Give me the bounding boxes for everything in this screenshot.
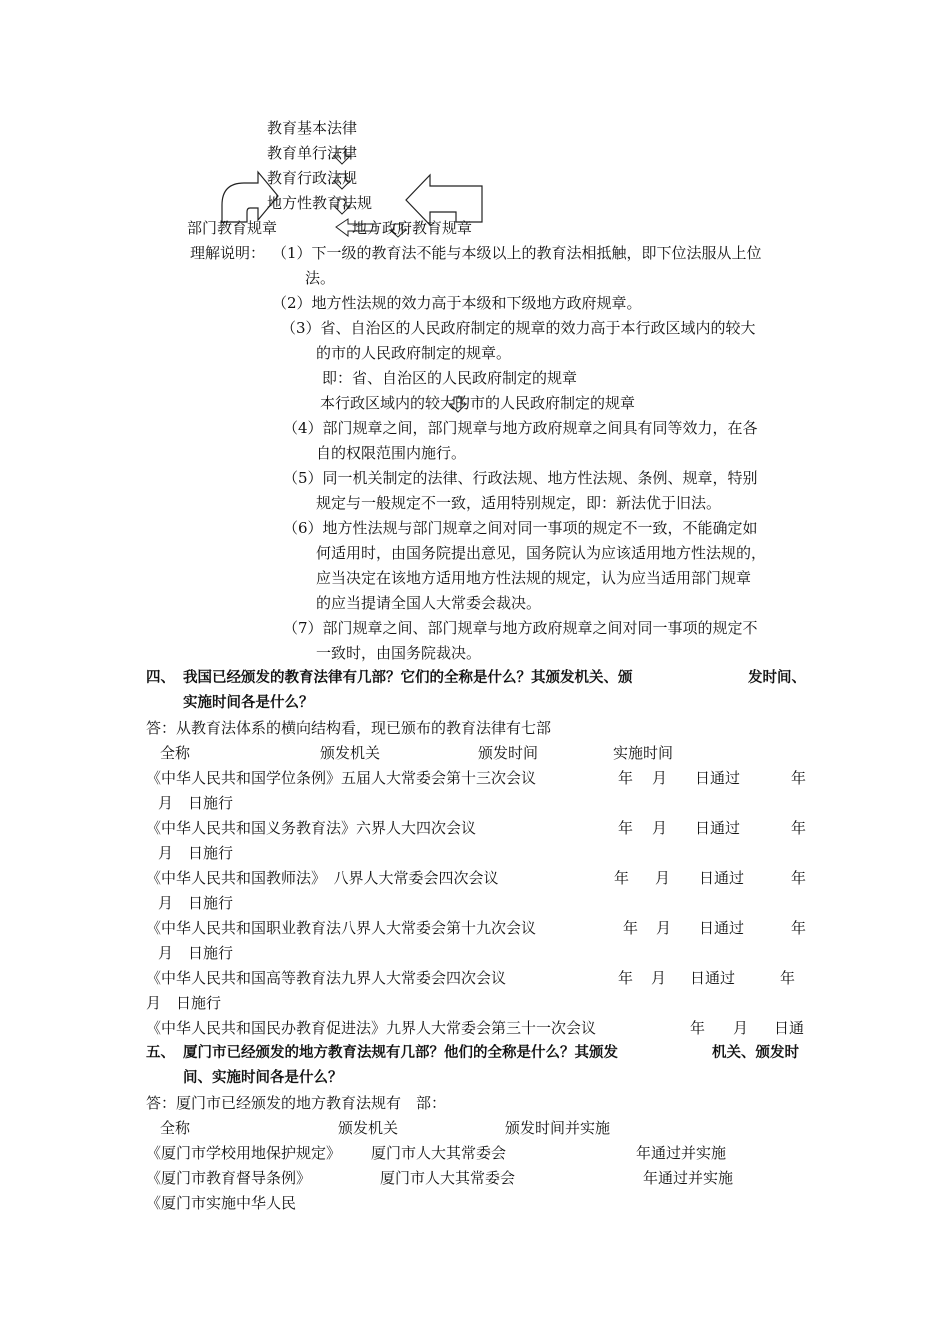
explain-p3b: 的市的人民政府制定的规章。 xyxy=(316,344,512,362)
q4-row-cont: 月 日施行 xyxy=(158,894,234,912)
hierarchy-level-4: 地方性教育法规 xyxy=(267,194,373,212)
q4-header-name: 全称 xyxy=(160,744,191,762)
q5-line2: 间、实施时间各是什么？ xyxy=(183,1070,343,1086)
q5-row-time: 年通过并实施 xyxy=(636,1144,727,1162)
q4-row-cont: 月 日施行 xyxy=(158,844,234,862)
q4-row-month: 月 xyxy=(652,819,668,837)
q4-row-year2: 年 xyxy=(791,869,807,887)
explain-p6b: 何适用时，由国务院提出意见，国务院认为应该适用地方性法规的， xyxy=(316,544,767,562)
q4-row-year: 年 xyxy=(618,819,634,837)
hierarchy-left: 部门教育规章 xyxy=(187,219,278,237)
explain-lead: 理解说明： xyxy=(190,244,266,262)
q4-row-year: 年 xyxy=(614,869,630,887)
q5-line1b: 机关、颁发时 xyxy=(712,1045,799,1061)
q5-header-org: 颁发机关 xyxy=(338,1119,399,1137)
q4-row-year: 年 xyxy=(618,769,634,787)
explain-p5a: （5）同一机关制定的法律、行政法规、地方性法规、条例、规章，特别 xyxy=(283,469,758,487)
q4-row-cont: 月 日施行 xyxy=(158,944,234,962)
q4-row-name: 《中华人民共和国职业教育法八界人大常委会第十九次会议 xyxy=(146,919,537,937)
q4-header-effective: 实施时间 xyxy=(613,744,674,762)
q5-line1: 厦门市已经颁发的地方教育法规有几部？他们的全称是什么？其颁发 xyxy=(183,1045,618,1061)
hierarchy-level-1: 教育基本法律 xyxy=(267,119,358,137)
q4-line2: 实施时间各是什么？ xyxy=(183,695,314,711)
q4-row-cont: 月 日施行 xyxy=(158,794,234,812)
q5-row-org: 厦门市人大其常委会 xyxy=(380,1169,516,1187)
explain-p7a: （7）部门规章之间、部门规章与地方政府规章之间对同一事项的规定不 xyxy=(283,619,758,637)
explain-p6c: 应当决定在该地方适用地方性法规的规定，认为应当适用部门规章 xyxy=(316,569,752,587)
explain-p6a: （6）地方性法规与部门规章之间对同一事项的规定不一致，不能确定如 xyxy=(283,519,758,537)
q4-row-year2: 年 xyxy=(791,769,807,787)
q5-row-name: 《厦门市教育督导条例》 xyxy=(146,1169,312,1187)
explain-p3a: （3）省、自治区的人民政府制定的规章的效力高于本行政区域内的较大 xyxy=(281,319,756,337)
q5-answer: 答：厦门市已经颁发的地方教育法规有 部： xyxy=(146,1094,447,1112)
explain-p6d: 的应当提请全国人大常委会裁决。 xyxy=(316,594,542,612)
q5-row-name: 《厦门市学校用地保护规定》 xyxy=(146,1144,342,1162)
q4-row-day: 日通过 xyxy=(699,919,745,937)
q4-row-month: 月 xyxy=(656,919,672,937)
q4-row-name: 《中华人民共和国学位条例》五届人大常委会第十三次会议 xyxy=(146,769,537,787)
q4-answer: 答：从教育法体系的横向结构看，现已颁布的教育法律有七部 xyxy=(146,719,552,737)
q4-row-name: 《中华人民共和国民办教育促进法》九界人大常委会第三十一次会议 xyxy=(146,1019,597,1037)
q4-row-month: 月 xyxy=(733,1019,749,1037)
explain-p7b: 一致时，由国务院裁决。 xyxy=(316,644,482,662)
explain-p4a: （4）部门规章之间，部门规章与地方政府规章之间具有同等效力，在各 xyxy=(283,419,758,437)
q4-row-month: 月 xyxy=(651,969,667,987)
q4-line1b: 发时间、 xyxy=(748,670,806,686)
q4-row-name: 《中华人民共和国义务教育法》六界人大四次会议 xyxy=(146,819,477,837)
q4-row-day: 日通过 xyxy=(690,969,736,987)
q5-row-org: 厦门市人大其常委会 xyxy=(371,1144,507,1162)
q4-row-name: 《中华人民共和国教师法》 八界人大常委会四次会议 xyxy=(146,869,499,887)
q5-row-time: 年通过并实施 xyxy=(643,1169,734,1187)
q4-header-org: 颁发机关 xyxy=(320,744,381,762)
hierarchy-level-3: 教育行政法规 xyxy=(267,169,358,187)
q4-row-name: 《中华人民共和国高等教育法九界人大常委会四次会议 xyxy=(146,969,507,987)
q4-row-year: 年 xyxy=(690,1019,706,1037)
q4-row-year2: 年 xyxy=(780,969,796,987)
q4-row-year2: 年 xyxy=(791,919,807,937)
q4-row-cont: 月 日施行 xyxy=(146,994,222,1012)
q4-row-day: 日通过 xyxy=(695,769,741,787)
q5-header-time: 颁发时间并实施 xyxy=(505,1119,611,1137)
q4-row-year: 年 xyxy=(623,919,639,937)
explain-p3d: 本行政区域内的较大的市的人民政府制定的规章 xyxy=(320,394,636,412)
q4-row-year: 年 xyxy=(618,969,634,987)
q4-row-day: 日通过 xyxy=(699,869,745,887)
q5-row-name: 《厦门市实施中华人民 xyxy=(146,1194,297,1212)
q4-row-year2: 年 xyxy=(791,819,807,837)
q4-number: 四、 xyxy=(146,670,175,686)
explain-p5b: 规定与一般规定不一致，适用特别规定，即：新法优于旧法。 xyxy=(316,494,722,512)
explain-p2: （2）地方性法规的效力高于本级和下级地方政府规章。 xyxy=(272,294,642,312)
q4-row-day: 日通 xyxy=(774,1019,805,1037)
hierarchy-right: 地方政府教育规章 xyxy=(352,219,473,237)
explain-p3c: 即：省、自治区的人民政府制定的规章 xyxy=(322,369,578,387)
q4-row-month: 月 xyxy=(652,769,668,787)
q4-row-day: 日通过 xyxy=(695,819,741,837)
q5-header-name: 全称 xyxy=(160,1119,191,1137)
q4-row-month: 月 xyxy=(655,869,671,887)
q4-line1: 我国已经颁发的教育法律有几部？它们的全称是什么？其颁发机关、颁 xyxy=(183,670,633,686)
q5-number: 五、 xyxy=(146,1045,175,1061)
explain-p4b: 自的权限范围内施行。 xyxy=(316,444,467,462)
explain-p1b: 法。 xyxy=(305,269,336,287)
q4-header-issue: 颁发时间 xyxy=(478,744,539,762)
hierarchy-level-2: 教育单行法律 xyxy=(267,144,358,162)
explain-p1a: （1）下一级的教育法不能与本级以上的教育法相抵触，即下位法服从上位 xyxy=(272,244,762,262)
